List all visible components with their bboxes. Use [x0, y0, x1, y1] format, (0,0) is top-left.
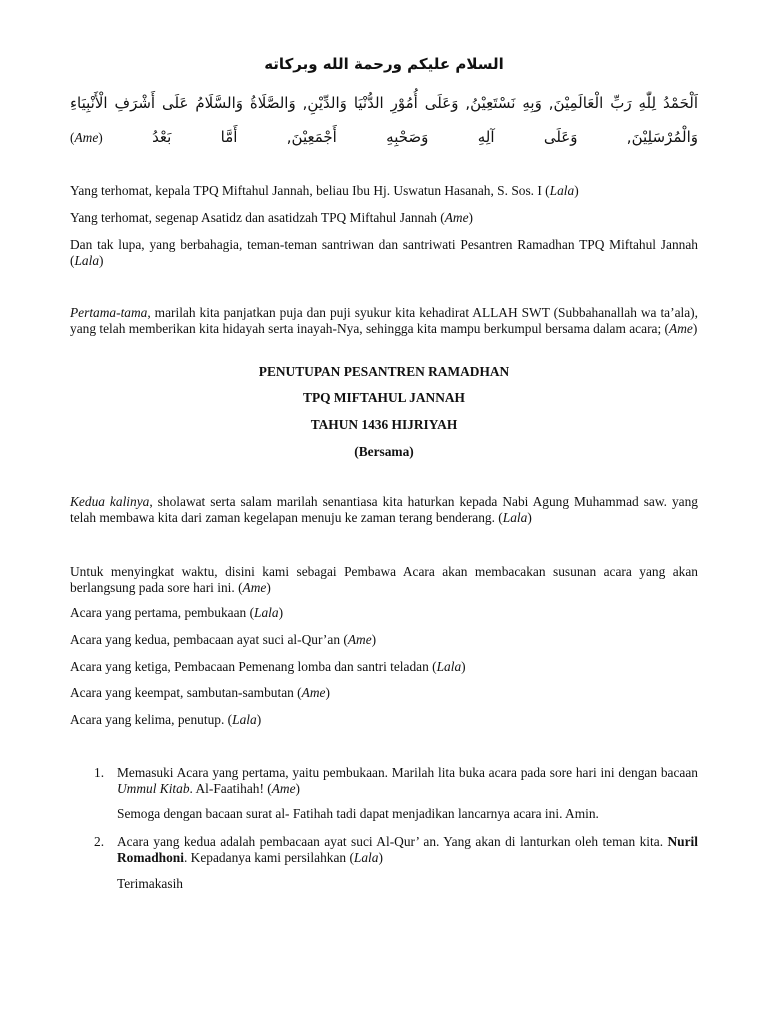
pertama-close: ) [692, 321, 698, 336]
agenda-item-1-speaker: Lala [254, 605, 279, 620]
step-1-note: Semoga dengan bacaan surat al- Fatihah tadi dapat menjadikan lancarnya acara ini. Amin. [117, 806, 599, 821]
agenda-item-3-close: ) [461, 659, 466, 674]
greeting-students-close: ) [99, 253, 104, 268]
pertama-text: , marilah kita panjatkan puja dan puji syukur kita kehadirat ALLAH SWT (Subbahanallah wa ta’ala), yang telah memberikan kita hidayah serta inayah-Nya, sehingga kita mampu berkumpul bersama dalam acara; ( [70, 305, 698, 336]
agenda-item-5-close: ) [256, 712, 262, 727]
intro-close: ) [266, 580, 271, 595]
intro-text: Untuk menyingkat waktu, disini kami sebagai Pembawa Acara akan membacakan susunan acara yang akan berlangsung pada sore hari ini. ( [70, 564, 698, 595]
event-title-line2: TPQ MIFTAHUL JANNAH [303, 390, 465, 405]
step-2-note: Terimakasih [117, 876, 183, 891]
step-1-italic: Ummul Kitab [117, 781, 190, 796]
agenda-item-2-close: ) [371, 632, 377, 647]
agenda-item-3-text: Acara yang ketiga, Pembacaan Pemenang lomba dan santri teladan ( [70, 659, 437, 674]
kedua-speaker: Lala [502, 510, 528, 525]
opening-prayer [70, 86, 698, 155]
agenda-item-5-text: Acara yang kelima, penutup. ( [70, 712, 233, 727]
prayer-speaker-name: Ame [74, 130, 99, 145]
step-1-speaker: Ame [271, 781, 296, 796]
greeting-head [70, 183, 698, 199]
agenda-item-4 [70, 685, 698, 701]
greeting-students-text: Dan tak lupa, yang berbahagia, teman-teman santriwan dan santriwati Pesantren Ramadhan TPQ Miftahul Jannah ( [70, 237, 698, 268]
agenda-item-4-close: ) [325, 685, 330, 700]
step-2-paragraph [117, 834, 698, 866]
agenda-item-4-speaker: Ame [301, 685, 326, 700]
agenda-item-1 [70, 605, 698, 621]
salam-heading: السلام عليكم ورحمة الله وبركاته [264, 55, 504, 73]
greeting-head-text: Yang terhomat, kepala TPQ Miftahul Jannah, beliau Ibu Hj. Uswatun Hasanah, S. Sos. I ( [70, 183, 550, 198]
kedua-lead: Kedua kalinya [70, 494, 150, 509]
pertama-paragraph [70, 305, 698, 337]
agenda-item-2 [70, 632, 698, 648]
agenda-item-4-text: Acara yang keempat, sambutan-sambutan ( [70, 685, 302, 700]
greeting-teachers-text: Yang terhomat, segenap Asatidz dan asatidzah TPQ Miftahul Jannah ( [70, 210, 445, 225]
step-1-paragraph [117, 765, 698, 797]
greeting-students [70, 237, 698, 269]
event-title-line1: PENUTUPAN PESANTREN RAMADHAN [258, 364, 510, 379]
step-2-bold: Nuril Romadhoni [117, 834, 698, 865]
intro-paragraph [70, 564, 698, 596]
greeting-teachers [70, 210, 698, 226]
agenda-item-5 [70, 712, 698, 728]
pertama-speaker: Ame [669, 321, 693, 336]
agenda-item-2-text: Acara yang kedua, pembacaan ayat suci al-Qur’an ( [70, 632, 348, 647]
step-1-text: Memasuki Acara yang pertama, yaitu pembukaan. Marilah lita buka acara pada sore hari ini dengan bacaan [117, 765, 698, 780]
event-title-line3: TAHUN 1436 HIJRIYAH [310, 417, 458, 432]
prayer-text: اَلْحَمْدُ لِلّٰهِ رَبِّ الْعَالَمِيْنَ, وَبِهِ نَسْتَعِيْنُ, وَعَلَى أُمُوْرِ الدُّنْيَا وَالدِّيْنِ, وَالصَّلَاةُ وَالسَّلَامُ عَلَى أَشْرَفِ الْأَنْبِيَاءِ وَالْمُرْسَلِيْنَ, وَعَلَى آلِهِ وَصَحْبِهِ أَجْمَعِيْنَ, أَمَّا بَعْدُ [70, 94, 698, 146]
agenda-item-5-speaker: Lala [232, 712, 257, 727]
agenda-item-3-speaker: Lala [436, 659, 462, 674]
step-2-close: ) [378, 850, 383, 865]
agenda-item-1-text: Acara yang pertama, pembukaan ( [70, 605, 255, 620]
greeting-head-speaker: Lala [549, 183, 575, 198]
step-2-number: 2. [94, 834, 105, 849]
greeting-teachers-speaker: Ame [444, 210, 469, 225]
step-1-close: ) [295, 781, 300, 796]
intro-speaker: Ame [242, 580, 267, 595]
kedua-text: , sholawat serta salam marilah senantiasa kita haturkan kepada Nabi Agung Muhammad saw. yang telah membawa kita dari zaman kegelapan menuju ke zaman terang benderang. ( [70, 494, 698, 525]
kedua-paragraph [70, 494, 698, 526]
step-2-text: Acara yang kedua adalah pembacaan ayat suci Al-Qur’ an. Yang akan di lanturkan oleh teman kita. [117, 834, 668, 849]
agenda-item-3 [70, 659, 698, 675]
agenda-item-1-close: ) [278, 605, 284, 620]
kedua-close: ) [527, 510, 532, 525]
step-1-text2: . Al-Faatihah! ( [189, 781, 272, 796]
step-2-text2: . Kepadanya kami persilahkan ( [183, 850, 354, 865]
step-2-speaker: Lala [353, 850, 379, 865]
greeting-students-speaker: Lala [74, 253, 100, 268]
greeting-teachers-close: ) [468, 210, 473, 225]
event-title-line4: (Bersama) [354, 444, 414, 459]
prayer-speaker: (Ame) [70, 130, 103, 145]
greeting-head-close: ) [574, 183, 579, 198]
step-1-number: 1. [94, 765, 105, 780]
agenda-item-2-speaker: Ame [347, 632, 372, 647]
pertama-lead: Pertama-tama [70, 305, 148, 320]
